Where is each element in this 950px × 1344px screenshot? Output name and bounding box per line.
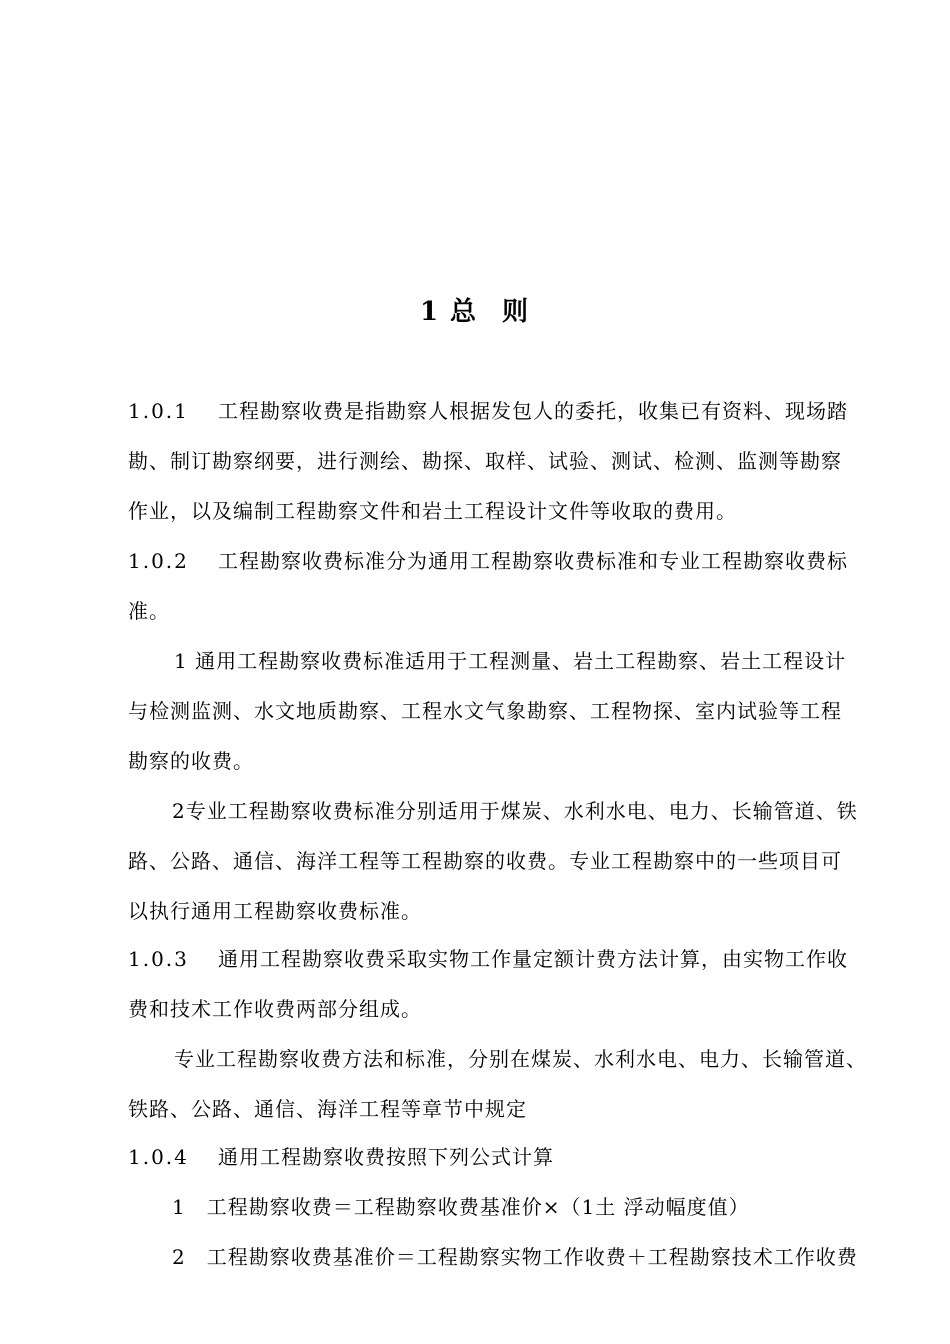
formula-2: 2 工程勘察收费基准价＝工程勘察实物工作收费＋工程勘察技术工作收费 (172, 1245, 858, 1269)
clause-1-0-1-line-1 (128, 396, 848, 426)
clause-1-0-2-line-1 (128, 546, 848, 576)
clause-text: 通用工程勘察收费采取实物工作量定额计费方法计算，由实物工作收 (218, 947, 848, 971)
clause-text: 工程勘察收费是指勘察人根据发包人的委托，收集已有资料、现场踏 (218, 399, 848, 423)
chapter-title-char-1: 总 (450, 297, 479, 327)
clause-1-0-2-item-1-line-2: 与检测监测、水文地质勘察、工程水文气象勘察、工程物探、室内试验等工程 (128, 699, 842, 723)
chapter-title-char-2: 则 (502, 297, 531, 327)
clause-1-0-3-line-2: 费和技术工作收费两部分组成。 (128, 997, 422, 1021)
clause-number: 1.0.2 (128, 549, 189, 573)
clause-1-0-1-line-2: 勘、制订勘察纲要，进行测绘、勘探、取样、试验、测试、检测、监测等勘察 (128, 449, 842, 473)
clause-1-0-2-item-2-line-2: 路、公路、通信、海洋工程等工程勘察的收费。专业工程勘察中的一些项目可 (128, 849, 842, 873)
clause-1-0-1-line-3: 作业，以及编制工程勘察文件和岩土工程设计文件等收取的费用。 (128, 499, 737, 523)
clause-text: 工程勘察收费标准分为通用工程勘察收费标准和专业工程勘察收费标 (218, 549, 848, 573)
clause-number: 1.0.4 (128, 1145, 189, 1169)
clause-1-0-2-line-2: 准。 (128, 599, 170, 623)
clause-1-0-2-item-2-line-3: 以执行通用工程勘察收费标准。 (128, 899, 422, 923)
clause-number: 1.0.3 (128, 947, 189, 971)
clause-text: 通用工程勘察收费按照下列公式计算 (218, 1145, 554, 1169)
clause-1-0-2-item-2-line-1: 2专业工程勘察收费标准分别适用于煤炭、水利水电、电力、长输管道、铁 (172, 799, 858, 823)
clause-1-0-3-line-1 (128, 944, 848, 974)
clause-1-0-2-item-1-line-3: 勘察的收费。 (128, 749, 254, 773)
clause-1-0-4-line-1 (128, 1142, 554, 1172)
clause-1-0-3-para-line-2: 铁路、公路、通信、海洋工程等章节中规定 (128, 1097, 527, 1121)
clause-number: 1.0.1 (128, 399, 189, 423)
chapter-title (0, 292, 950, 332)
clause-1-0-3-para-line-1: 专业工程勘察收费方法和标准，分别在煤炭、水利水电、电力、长输管道、 (174, 1047, 867, 1071)
formula-1: 1 工程勘察收费＝工程勘察收费基准价×（1土 浮动幅度值） (172, 1195, 750, 1219)
chapter-number: 1 (419, 297, 441, 327)
clause-1-0-2-item-1-line-1: 1 通用工程勘察收费标准适用于工程测量、岩土工程勘察、岩土工程设计 (174, 649, 847, 673)
